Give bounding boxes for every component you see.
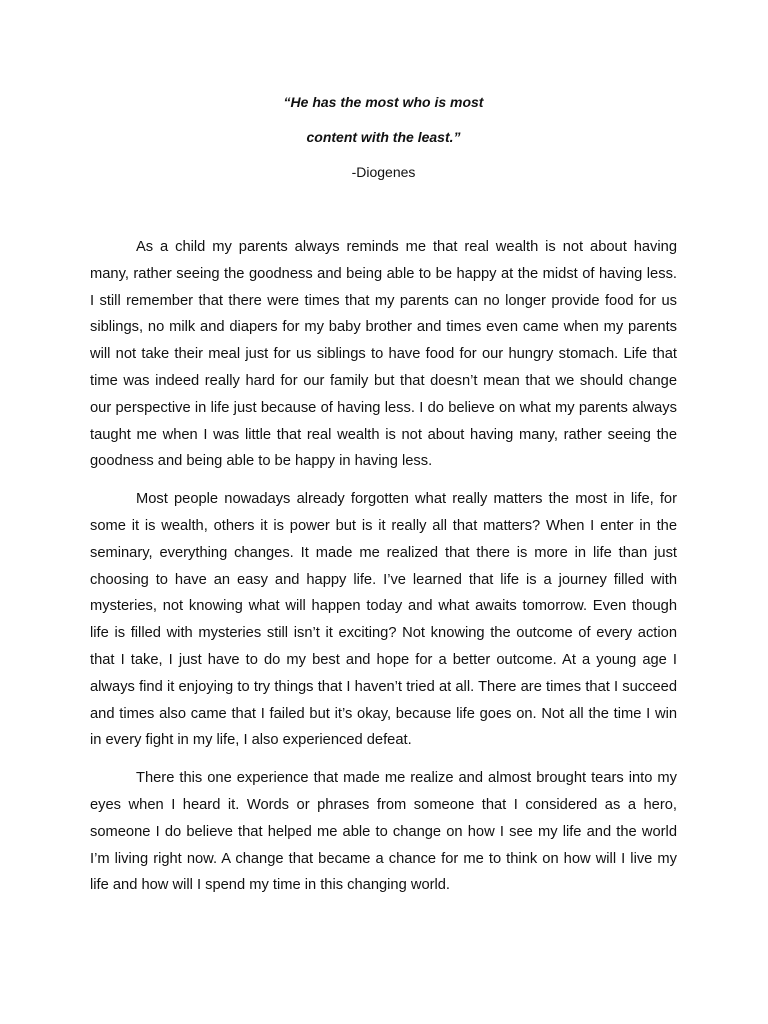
quote-line-1: “He has the most who is most [283,94,484,110]
paragraph-2: Most people nowadays already forgotten what really matters the most in life, for some it is wealth, others it is power but is it really all that matters? When I enter in the seminary, everything changes. It made me realized that there is more in life than just choosing to have an easy and happy life. I’ve learned that life is a journey filled with mysteries, not knowing what will happen today and what awaits tomorrow. Even though life is filled with mysteries still isn’t it exciting? Not knowing the outcome of every action that I take, I just have to do my best and hope for a better outcome. At a young age I always find it enjoying to try things that I haven’t tried at all. There are times that I succeed and times also came that I failed but it’s okay, because life goes on. Not all the time I win in every fight in my life, I also experienced defeat. [90,491,677,749]
document-page [90,92,677,910]
quote-line-2: content with the least.” [306,129,461,145]
essay-body [90,234,677,899]
paragraph-3: There this one experience that made me realize and almost brought tears into my eyes when I heard it. Words or phrases from someone that I considered as a hero, someone I do believe that helped me able to change on how I see my life and the world I’m living right now. A change that became a chance for me to think on how will I live my life and how will I spend my time in this changing world. [90,770,677,894]
paragraph-1: As a child my parents always reminds me that real wealth is not about having many, rather seeing the goodness and being able to be happy at the midst of having less. I still remember that there were times that my parents can no longer provide food for us siblings, no milk and diapers for my baby brother and times even came when my parents will not take their meal just for us siblings to have food for our hungry stomach. Life that time was indeed really hard for our family but that doesn’t mean that we should change our perspective in life just because of having less. I do believe on what my parents always taught me when I was little that real wealth is not about having many, rather seeing the goodness and being able to be happy in having less. [90,239,677,470]
quote-attribution: -Diogenes [351,164,416,180]
